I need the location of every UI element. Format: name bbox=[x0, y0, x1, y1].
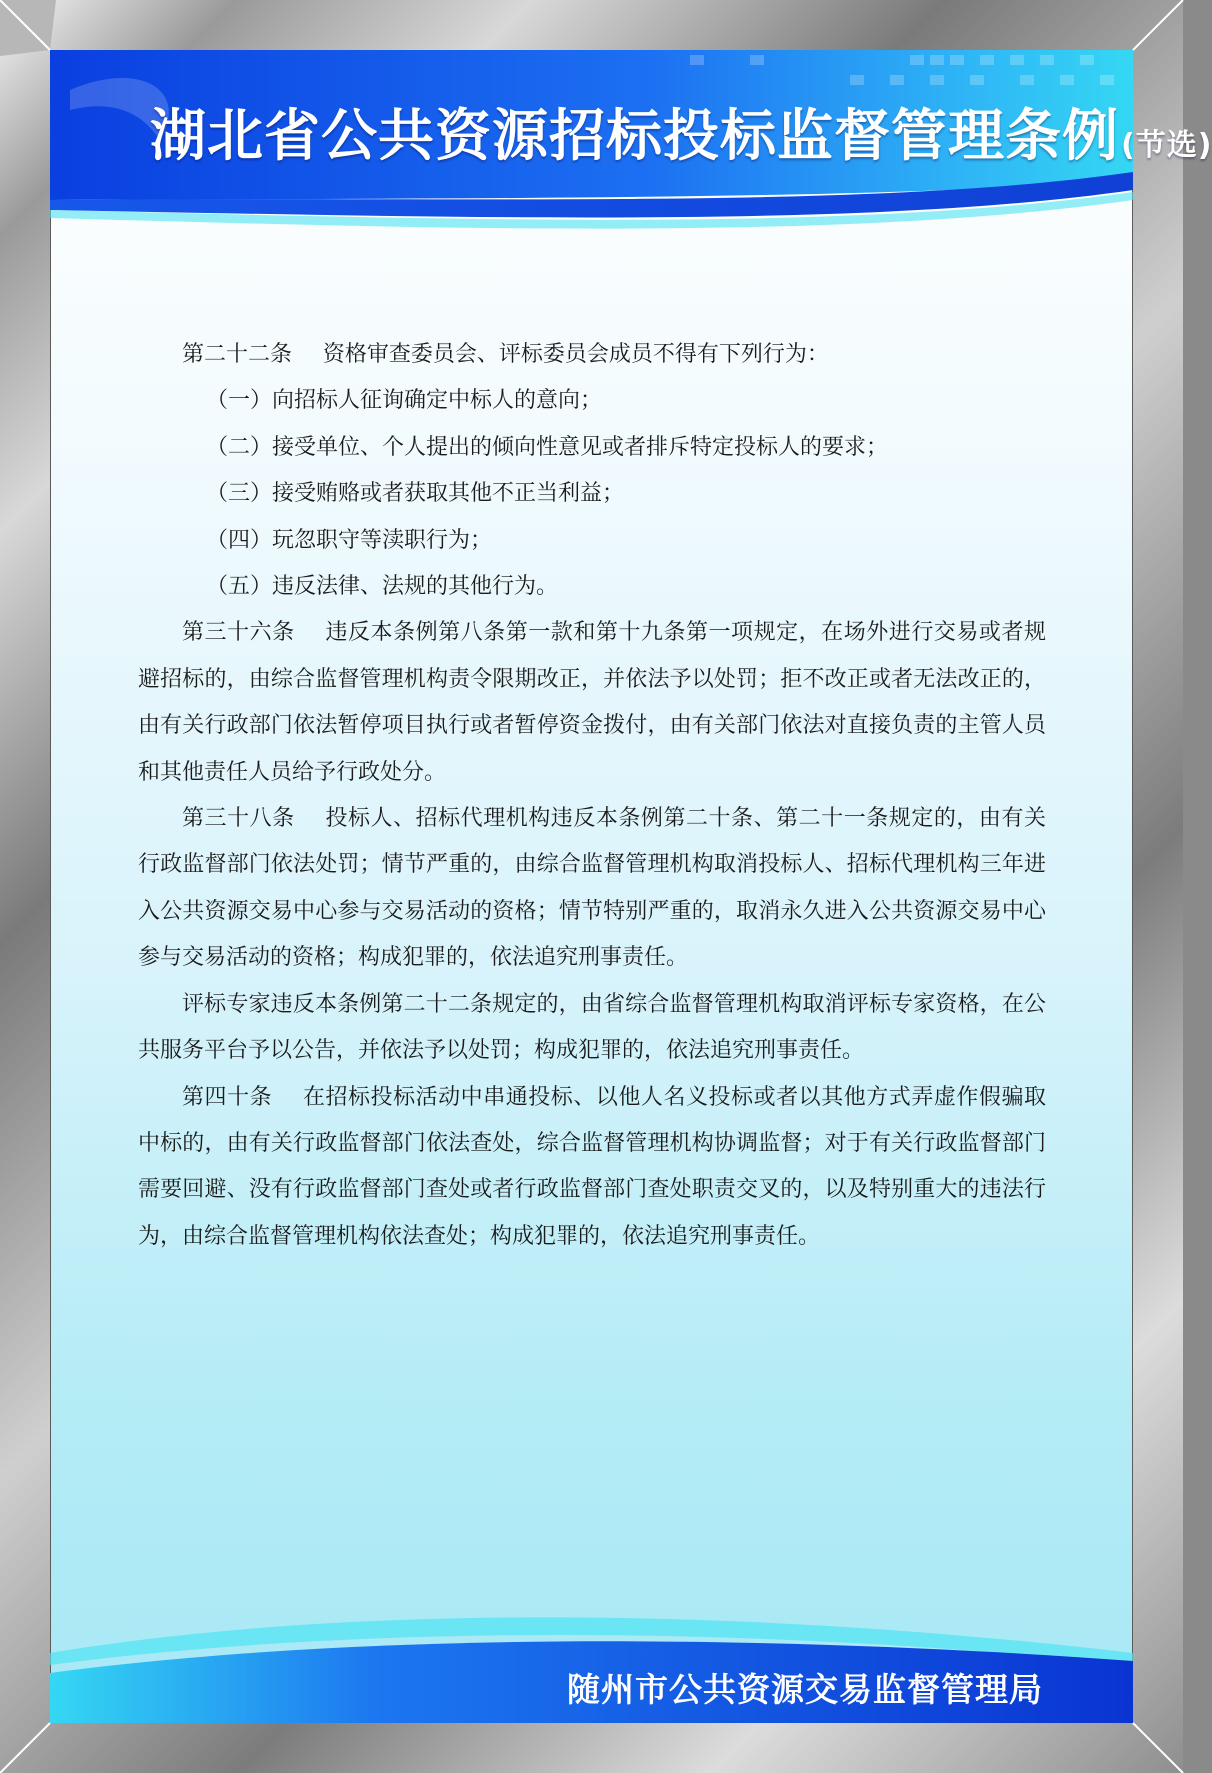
article-label: 第四十条 bbox=[182, 1084, 273, 1110]
article-22 bbox=[138, 332, 1046, 378]
page-title bbox=[150, 92, 1212, 172]
expert-clause: 评标专家违反本条例第二十二条规定的，由省综合监督管理机构取消评标专家资格，在公共服务平台予以公告，并依法予以处罚；构成犯罪的，依法追究刑事责任。 bbox=[138, 991, 1046, 1064]
frame-corner-bottom-right bbox=[1127, 1717, 1183, 1773]
article-text: 投标人、招标代理机构违反本条例第二十条、第二十一条规定的，由有关行政监督部门依法处罚；情节严重的，由综合监督管理机构取消投标人、招标代理机构三年进入公共资源交易中心参与交易活动的资格；情节特别严重的，取消永久进入公共资源交易中心参与交易活动的资格；构成犯罪的，依法追究刑事责任。 bbox=[138, 806, 1046, 971]
article-text: 违反本条例第八条第一款和第十九条第一项规定，在场外进行交易或者规避招标的，由综合监督管理机构责令限期改正，并依法予以处罚；拒不改正或者无法改正的，由有关行政部门依法暂停项目执行或者暂停资金拨付，由有关部门依法对直接负责的主管人员和其他责任人员给予行政处分。 bbox=[138, 620, 1046, 785]
notice-board bbox=[50, 50, 1212, 1723]
list-item: （四）玩忽职守等渎职行为； bbox=[206, 527, 493, 553]
frame-corner-bottom-left bbox=[0, 1717, 56, 1773]
issuer-name: 随州市公共资源交易监督管理局 bbox=[567, 1670, 1043, 1709]
regulation-text bbox=[138, 332, 1046, 1260]
list-item: （一）向招标人征询确定中标人的意向； bbox=[206, 388, 603, 414]
frame-corner-top-left bbox=[0, 0, 56, 56]
article-40 bbox=[138, 1075, 1046, 1261]
list-item: （二）接受单位、个人提出的倾向性意见或者排斥特定投标人的要求； bbox=[206, 434, 889, 460]
title-main: 湖北省公共资源招标投标监督管理条例 bbox=[150, 104, 1119, 169]
frame-corner-top-right bbox=[1127, 0, 1183, 56]
article-label: 第三十六条 bbox=[182, 620, 295, 646]
article-38 bbox=[138, 796, 1046, 982]
article-label: 第二十二条 bbox=[182, 342, 293, 367]
article-text: 资格审查委员会、评标委员会成员不得有下列行为： bbox=[322, 342, 829, 367]
article-text: 在招标投标活动中串通投标、以他人名义投标或者以其他方式弄虚作假骗取中标的，由有关行政监督部门依法查处，综合监督管理机构协调监督；对于有关行政监督部门需要回避、没有行政监督部门查处或者行政监督部门查处职责交叉的，以及特别重大的违法行为，由综合监督管理机构依法查处；构成犯罪的，依法追究刑事责任。 bbox=[138, 1084, 1046, 1249]
article-36 bbox=[138, 610, 1046, 796]
title-suffix: (节选) bbox=[1121, 128, 1212, 163]
list-item: （五）违反法律、法规的其他行为。 bbox=[206, 574, 559, 600]
list-item: （三）接受贿赂或者获取其他不正当利益； bbox=[206, 481, 625, 507]
article-label: 第三十八条 bbox=[182, 806, 295, 832]
